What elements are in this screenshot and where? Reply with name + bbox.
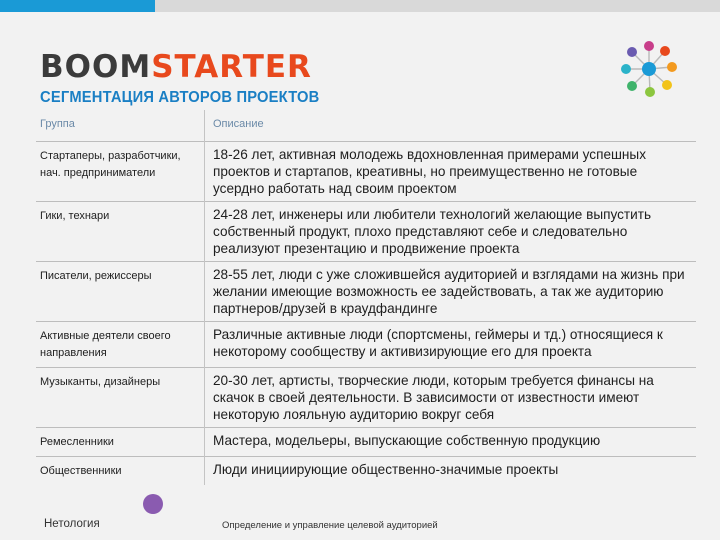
top-accent-bar <box>0 0 155 12</box>
footer-brand: Нетология <box>44 518 100 530</box>
row-group: Гики, технари <box>36 202 205 262</box>
footer-caption: Определение и управление целевой аудиторией <box>222 520 438 531</box>
segmentation-table <box>36 110 696 485</box>
row-description: 28-55 лет, люди с уже сложившейся аудиторией и взглядами на жизнь при желании имеющие возможность ее задействовать, а так же аудиторию партнеров/друзей в краудфандинге <box>205 262 697 322</box>
row-description: 20-30 лет, артисты, творческие люди, которым требуется финансы на скачок в своей деятельности. В зависимости от известности имеют некоторую лояльную аудиторию вокруг себя <box>205 368 697 428</box>
boomstarter-logo <box>40 50 312 84</box>
page-title: СЕГМЕНТАЦИЯ АВТОРОВ ПРОЕКТОВ <box>40 89 320 106</box>
decorative-dot <box>143 494 163 514</box>
table-row <box>36 262 696 322</box>
row-group: Писатели, режиссеры <box>36 262 205 322</box>
logo-boom: BOOM <box>40 49 152 85</box>
table-row <box>36 428 696 457</box>
row-description: 24-28 лет, инженеры или любители технологий желающие выпустить собственный продукт, плохо представляют себе и следовательно реализуют презентацию и продвижение проекта <box>205 202 697 262</box>
row-group: Ремесленники <box>36 428 205 457</box>
header-group: Группа <box>40 118 75 130</box>
table-row <box>36 368 696 428</box>
row-group: Музыканты, дизайнеры <box>36 368 205 428</box>
row-group: Стартаперы, разработчики, нач. предприниматели <box>36 142 205 202</box>
row-description: Мастера, модельеры, выпускающие собственную продукцию <box>205 428 697 457</box>
row-description: Люди инициирующие общественно-значимые проекты <box>205 457 697 486</box>
header-description: Описание <box>205 110 697 142</box>
table-row <box>36 202 696 262</box>
table-row <box>36 322 696 368</box>
table-header <box>36 110 696 142</box>
table-row <box>36 457 696 486</box>
row-description: 18-26 лет, активная молодежь вдохновленная примерами успешных проектов и стартапов, креативны, но преимущественно не готовые усердно работать над своим проектом <box>205 142 697 202</box>
network-icon <box>620 40 678 98</box>
row-description: Различные активные люди (спортсмены, геймеры и тд.) относящиеся к некоторому сообществу и активизирующие его для проекта <box>205 322 697 368</box>
logo-starter: STARTER <box>151 49 312 85</box>
table-row <box>36 142 696 202</box>
row-group: Общественники <box>36 457 205 486</box>
row-group: Активные деятели своего направления <box>36 322 205 368</box>
top-gray-bar <box>155 0 720 12</box>
